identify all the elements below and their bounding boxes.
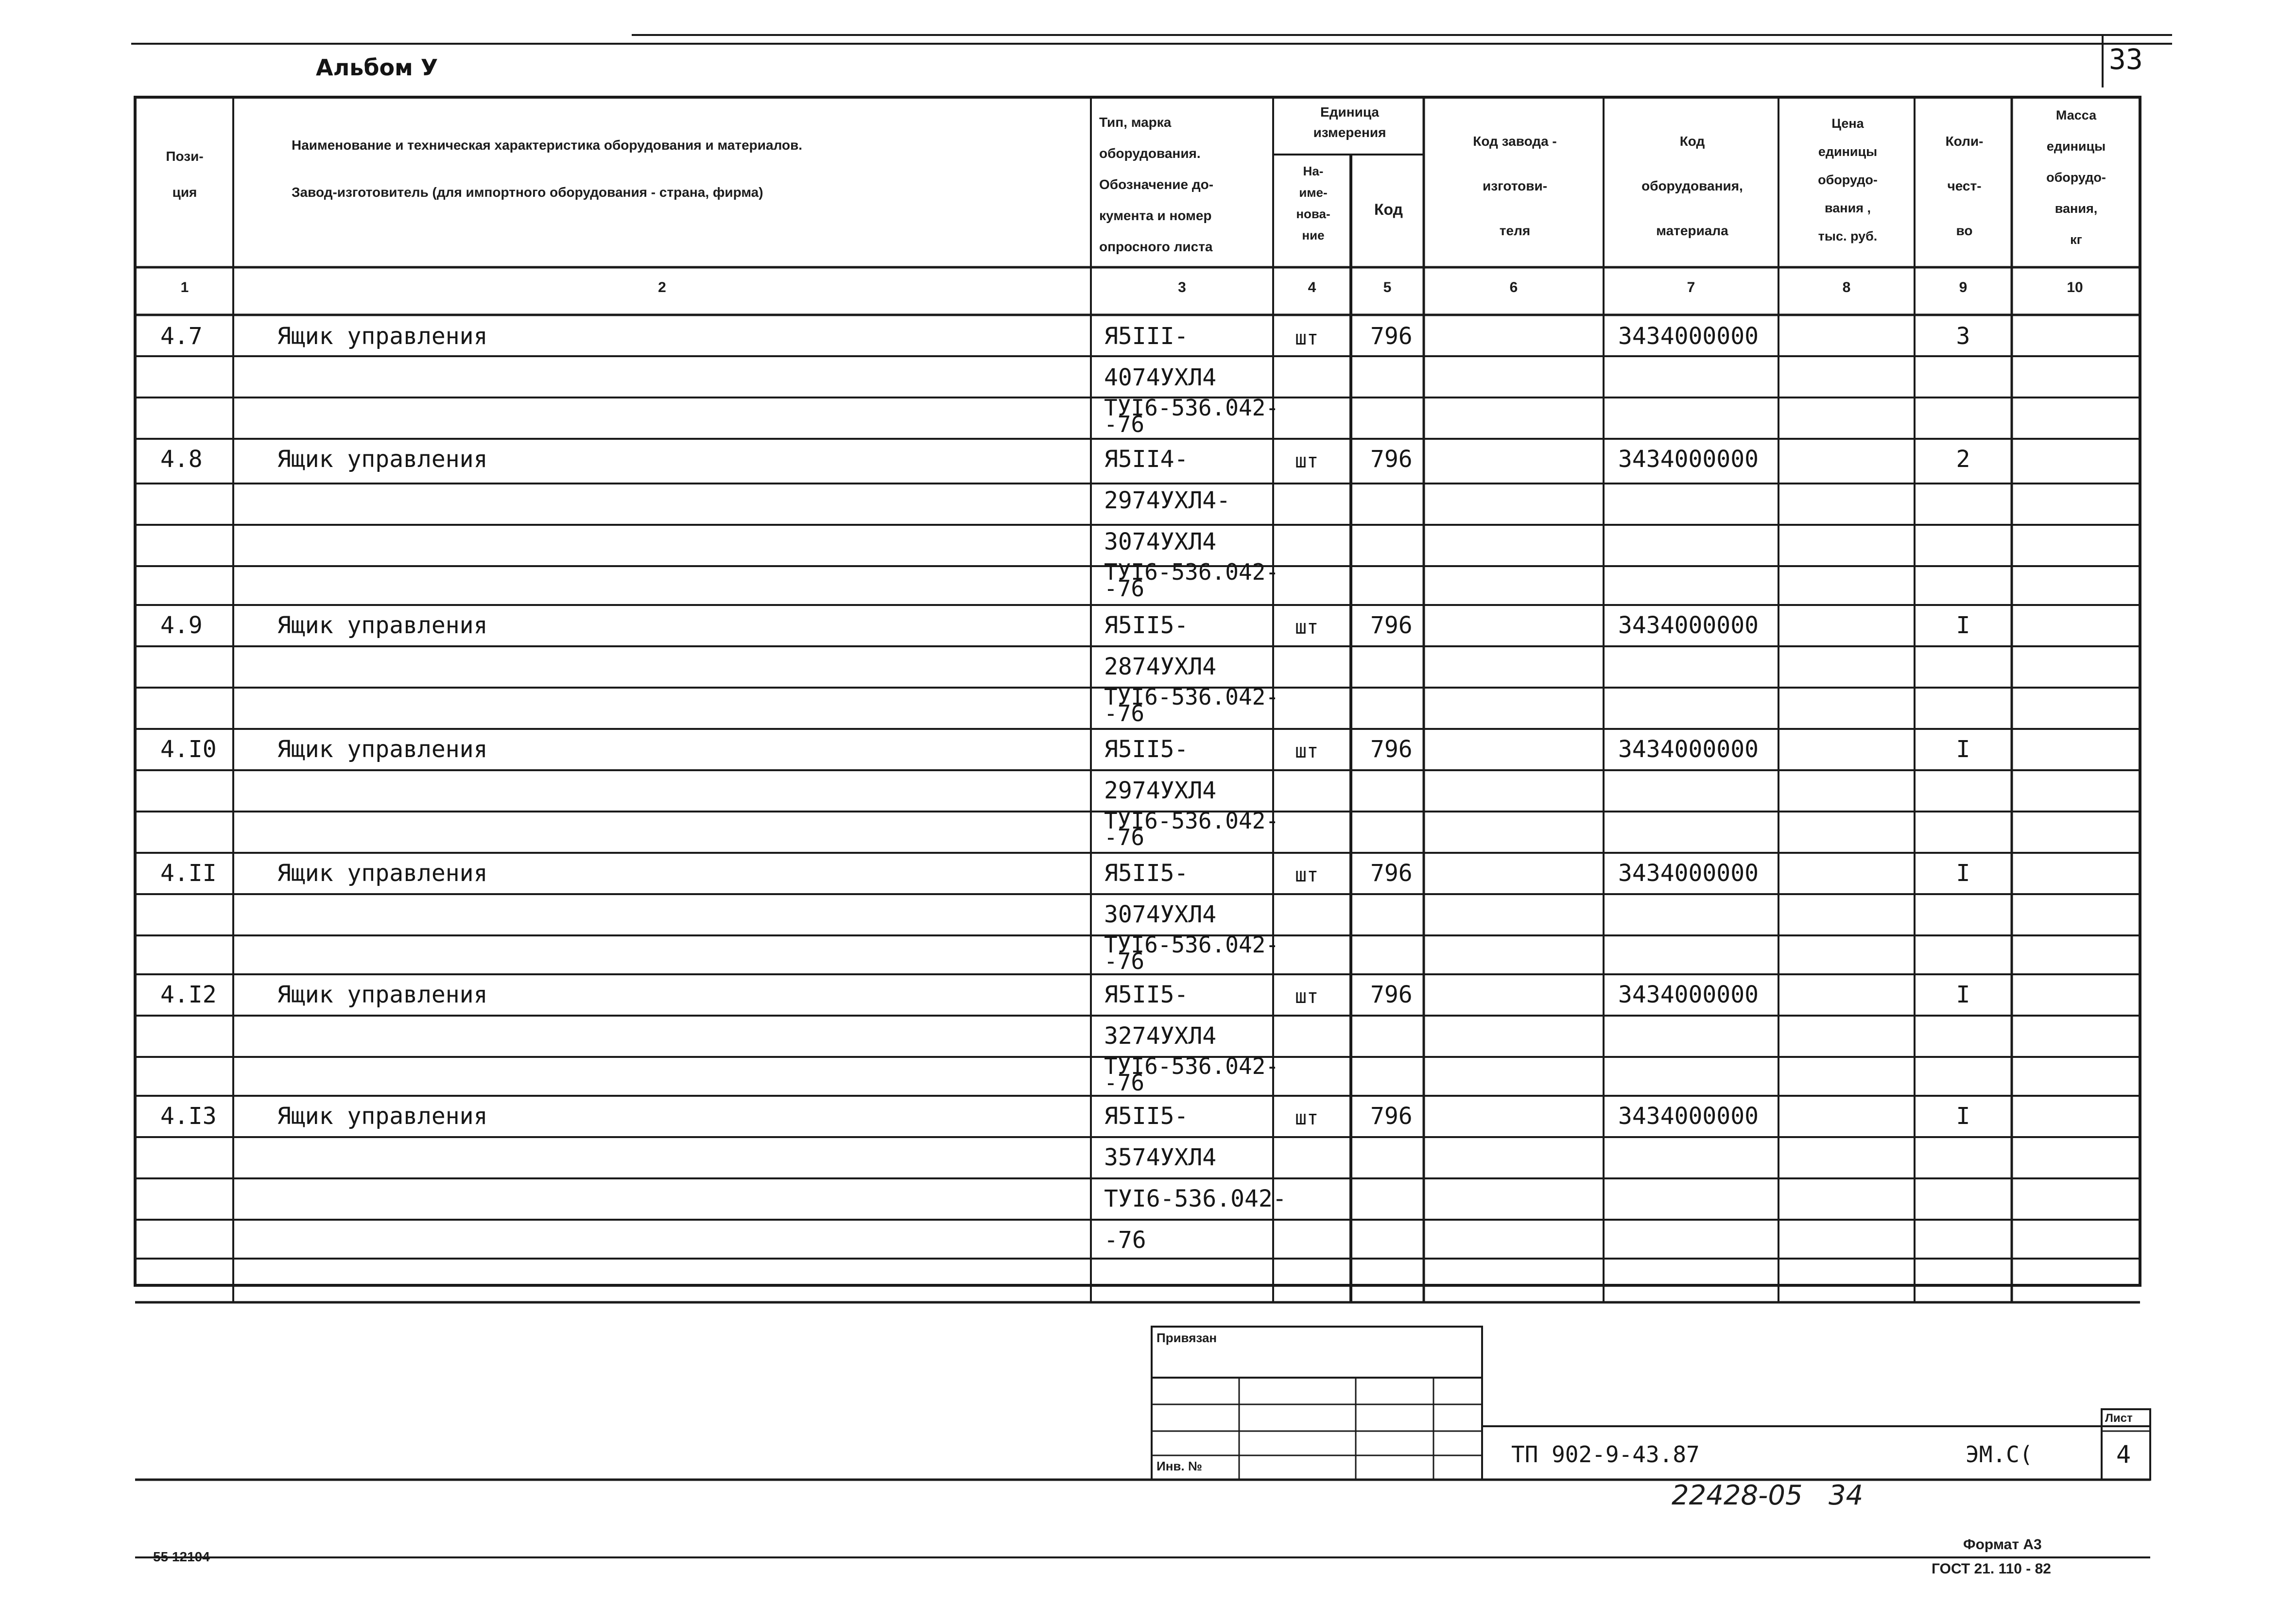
footer-format: Формат А3: [1963, 1537, 2042, 1553]
stamp-section: ЭМ.С(: [1966, 1441, 2033, 1468]
header-mass: Масса единицы оборудо- вания, кг: [2046, 108, 2106, 247]
row-unit: шт: [1295, 616, 1319, 639]
row-name: Ящик управления: [277, 612, 488, 639]
column-number-9: 9: [1959, 279, 1968, 295]
header-name-line2: Завод-изготовитель (для импортного оборудования - страна, фирма): [292, 185, 763, 200]
row-quantity: I: [1956, 981, 1970, 1008]
row-quantity: 3: [1956, 323, 1970, 350]
header-quantity: Коли- чест- во: [1945, 134, 1984, 238]
column-number-10: 10: [2067, 279, 2083, 295]
row-equipment-code: 3434000000: [1618, 981, 1759, 1008]
row-type-line: 3574УХЛ4: [1104, 1144, 1217, 1171]
row-type-line: ТУI6-536.042- -76: [1104, 932, 1279, 974]
row-type-line: Я5II5-: [1104, 981, 1189, 1008]
row-type-line: 2874УХЛ4: [1104, 653, 1217, 680]
header-factory-code: Код завода - изготови- теля: [1473, 134, 1557, 238]
row-type-line: ТУI6-536.042- -76: [1104, 1053, 1279, 1096]
column-number-5: 5: [1383, 279, 1392, 295]
row-unit-code: 796: [1370, 612, 1413, 639]
footer-gost: ГОСТ 21. 110 - 82: [1932, 1561, 2051, 1577]
row-name: Ящик управления: [277, 323, 488, 350]
row-unit-code: 796: [1370, 860, 1413, 887]
row-position: 4.I0: [160, 736, 217, 763]
column-number-3: 3: [1178, 279, 1186, 295]
row-unit-code: 796: [1370, 736, 1413, 763]
row-name: Ящик управления: [277, 736, 488, 763]
row-position: 4.II: [160, 860, 217, 887]
header-name-line1: Наименование и техническая характеристика оборудования и материалов.: [292, 138, 803, 153]
page-number: 33: [2109, 43, 2143, 76]
row-position: 4.I3: [160, 1103, 217, 1130]
row-type-line: 3074УХЛ4: [1104, 528, 1217, 555]
row-type-line: -76: [1104, 1227, 1146, 1254]
header-position: Пози- ция: [166, 149, 204, 200]
row-type-line: Я5III-: [1104, 323, 1189, 350]
column-number-7: 7: [1687, 279, 1695, 295]
row-type-line: Я5II4-: [1104, 446, 1189, 473]
row-unit: шт: [1295, 740, 1319, 762]
row-type-line: 2974УХЛ4-: [1104, 487, 1231, 514]
column-number-1: 1: [180, 279, 189, 295]
row-type-line: ТУI6-536.042- -76: [1104, 684, 1279, 726]
row-type-line: ТУI6-536.042- -76: [1104, 395, 1279, 437]
album-label: Альбом У: [316, 54, 438, 81]
row-type-line: Я5II5-: [1104, 860, 1189, 887]
row-unit: шт: [1295, 327, 1319, 349]
row-equipment-code: 3434000000: [1618, 323, 1759, 350]
row-unit-code: 796: [1370, 323, 1413, 350]
row-position: 4.I2: [160, 981, 217, 1008]
stamp-sheet-label: Лист: [2105, 1412, 2133, 1425]
column-number-6: 6: [1509, 279, 1518, 295]
row-name: Ящик управления: [277, 1103, 488, 1130]
row-name: Ящик управления: [277, 446, 488, 473]
row-unit-code: 796: [1370, 446, 1413, 473]
row-quantity: I: [1956, 612, 1970, 639]
row-equipment-code: 3434000000: [1618, 446, 1759, 473]
row-type-line: ТУI6-536.042- -76: [1104, 808, 1279, 850]
header-unit: Единица измерения: [1313, 104, 1386, 140]
row-equipment-code: 3434000000: [1618, 736, 1759, 763]
row-type-line: Я5II5-: [1104, 736, 1189, 763]
row-unit-code: 796: [1370, 1103, 1413, 1130]
header-equipment-code: Код оборудования, материала: [1641, 134, 1743, 238]
stamp-sheet-number: 4: [2116, 1440, 2131, 1469]
column-number-8: 8: [1842, 279, 1851, 295]
header-unit-code: Код: [1374, 201, 1403, 218]
row-type-line: 3074УХЛ4: [1104, 901, 1217, 928]
header-price: Цена единицы оборудо- вания , тыс. руб.: [1818, 116, 1878, 243]
row-type-line: ТУI6-536.042- -76: [1104, 559, 1279, 602]
column-number-4: 4: [1308, 279, 1316, 295]
header-unit-name: На- име- нова- ние: [1296, 164, 1330, 242]
row-equipment-code: 3434000000: [1618, 612, 1759, 639]
row-quantity: I: [1956, 736, 1970, 763]
row-type-line: 3274УХЛ4: [1104, 1022, 1217, 1050]
row-name: Ящик управления: [277, 981, 488, 1008]
row-position: 4.9: [160, 612, 203, 639]
column-number-2: 2: [658, 279, 666, 295]
row-type-line: Я5II5-: [1104, 1103, 1189, 1130]
row-type-line: ТУI6-536.042-: [1104, 1185, 1287, 1212]
row-quantity: I: [1956, 1103, 1970, 1130]
row-equipment-code: 3434000000: [1618, 1103, 1759, 1130]
row-unit-code: 796: [1370, 981, 1413, 1008]
row-position: 4.7: [160, 323, 203, 350]
stamp-doc-code: ТП 902-9-43.87: [1511, 1441, 1700, 1468]
row-quantity: 2: [1956, 446, 1970, 473]
header-type: Тип, марка оборудования. Обозначение до- кумента и номер опросного листа: [1099, 115, 1214, 254]
row-equipment-code: 3434000000: [1618, 860, 1759, 887]
row-unit: шт: [1295, 450, 1319, 472]
row-quantity: I: [1956, 860, 1970, 887]
row-name: Ящик управления: [277, 860, 488, 887]
row-type-line: Я5II5-: [1104, 612, 1189, 639]
footer-left-code: 55 12104: [153, 1549, 210, 1564]
handwritten-number: 22428-05 34: [1672, 1480, 1864, 1511]
row-unit: шт: [1295, 1107, 1319, 1129]
row-unit: шт: [1295, 985, 1319, 1008]
row-position: 4.8: [160, 446, 203, 473]
row-type-line: 4074УХЛ4: [1104, 364, 1217, 391]
stamp-bound-label: Привязан: [1157, 1331, 1217, 1345]
stamp-inv-label: Инв. №: [1157, 1459, 1202, 1473]
row-unit: шт: [1295, 864, 1319, 886]
row-type-line: 2974УХЛ4: [1104, 777, 1217, 804]
